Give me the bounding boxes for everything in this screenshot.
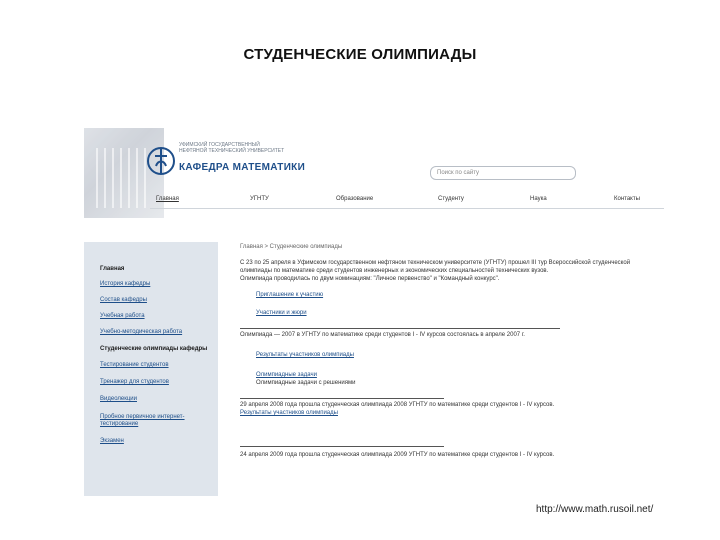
nav-item-education[interactable]: Образование — [336, 196, 374, 202]
nav-item-ugntu[interactable]: УГНТУ — [250, 196, 269, 202]
divider — [240, 398, 444, 399]
problems-link[interactable]: Олимпиадные задачи — [256, 372, 317, 378]
search-input[interactable]: Поиск по сайту — [430, 166, 576, 180]
olympiad-2007-text: Олимпиада — 2007 в УГНТУ по математике среди студентов I - IV курсов состоялась в апреле 2007 г. — [240, 332, 525, 338]
sidebar — [84, 242, 218, 496]
nav-item-student[interactable]: Студенту — [438, 196, 464, 202]
sidebar-item-methodology[interactable]: Учебно-методическая работа — [100, 329, 183, 335]
website-screenshot — [84, 128, 670, 498]
results-link-2007[interactable]: Результаты участников олимпиады — [256, 352, 354, 358]
university-name — [179, 142, 284, 154]
nav-item-contacts[interactable]: Контакты — [614, 196, 640, 202]
results-link-2008[interactable]: Результаты участников олимпиады — [240, 410, 338, 416]
divider — [240, 446, 444, 447]
main-content — [240, 242, 670, 496]
olympiad-2009-text: 24 апреля 2009 года прошла студенческая олимпиада 2009 УГНТУ по математике среди студентов I - IV курсов. — [240, 452, 555, 458]
sidebar-item-staff[interactable]: Состав кафедры — [100, 297, 147, 303]
problems-solutions-text: Олимпиадные задачи с решениями — [256, 380, 356, 386]
breadcrumb[interactable]: Главная > Студенческие олимпиады — [240, 244, 343, 250]
intro-paragraph-2: олимпиады по математике среди студентов инженерных и экономических специальностей технических вузов. — [240, 268, 549, 274]
sidebar-item-history[interactable]: История кафедры — [100, 281, 151, 287]
sidebar-item-video[interactable]: Видеолекции — [100, 396, 137, 402]
university-logo-icon[interactable] — [146, 144, 176, 178]
sidebar-item-internet-testing[interactable]: Пробное первичное интернет-тестирование — [100, 414, 185, 427]
org-line-2: НЕФТЯНОЙ ТЕХНИЧЕСКИЙ УНИВЕРСИТЕТ — [179, 148, 285, 154]
sidebar-item-exam[interactable]: Экзамен — [100, 438, 124, 444]
participants-link[interactable]: Участники и жюри — [256, 310, 307, 316]
sidebar-item-olympiads[interactable]: Студенческие олимпиады кафедры — [100, 346, 208, 352]
sidebar-item-testing[interactable]: Тестирование студентов — [100, 362, 169, 368]
sidebar-item-teaching[interactable]: Учебная работа — [100, 313, 145, 319]
invitation-link[interactable]: Приглашение к участию — [256, 292, 324, 298]
intro-paragraph-1: С 23 по 25 апреля в Уфимском государственном нефтяном техническом университете (УГНТУ) прошел III тур Всероссийской студенческой — [240, 260, 631, 266]
department-title: КАФЕДРА МАТЕМАТИКИ — [179, 162, 306, 173]
nav-item-science[interactable]: Наука — [530, 196, 547, 202]
nav-item-home[interactable]: Главная — [156, 196, 179, 202]
sidebar-item-trainer[interactable]: Тренажер для студентов — [100, 379, 169, 385]
intro-paragraph-3: Олимпиада проводилась по двум номинациям: "Личное первенство" и "Командный конкурс". — [240, 276, 500, 282]
source-url: http://www.math.rusoil.net/ — [536, 504, 654, 515]
olympiad-2008-text: 29 апреля 2008 года прошла студенческая олимпиада 2008 УГНТУ по математике среди студентов I - IV курсов. — [240, 402, 555, 408]
org-line-1: УФИМСКИЙ ГОСУДАРСТВЕННЫЙ — [179, 142, 260, 148]
sidebar-item-home[interactable]: Главная — [100, 266, 125, 272]
main-nav — [150, 192, 664, 209]
slide-title: СТУДЕНЧЕСКИЕ ОЛИМПИАДЫ — [243, 46, 477, 63]
divider — [240, 328, 560, 329]
